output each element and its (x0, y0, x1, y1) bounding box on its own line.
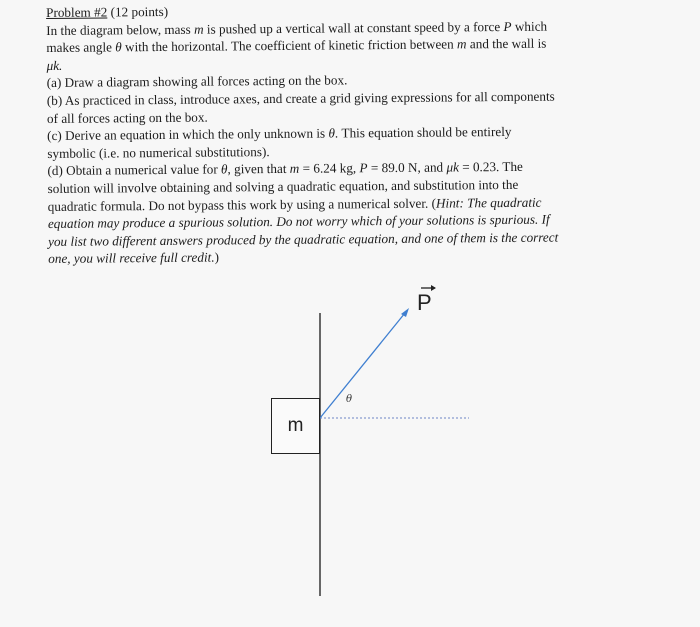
part-b-cont: of all forces acting on the box. (46, 109, 208, 126)
symbol-p-vector: P (503, 18, 512, 34)
problem-title: Problem #2 (46, 4, 108, 20)
mass-box: m (271, 398, 320, 454)
symbol-theta: θ (115, 39, 122, 55)
force-vector-line (320, 313, 405, 418)
part-c: (c) Derive an equation in which the only unknown is θ. This equation should be entirely (47, 124, 512, 144)
part-d-cont: quadratic formula. Do not bypass this work by using a numerical solver. (Hint: The quadratic (47, 194, 542, 214)
part-d-hint: one, you will receive full credit.) (48, 249, 220, 267)
symbol-m: m (194, 21, 204, 37)
part-d: (d) Obtain a numerical value for θ, given that m = 6.24 kg, P = 89.0 N, and μk = 0.23. The (47, 159, 523, 179)
part-d-hint: you list two different answers produced by the quadratic equation, and one of them is the correct (48, 229, 559, 249)
part-c-cont: symbolic (i.e. no numerical substitutions). (47, 143, 270, 161)
problem-points: (12 points) (107, 3, 169, 20)
part-b: (b) As practiced in class, introduce axes, and create a grid giving expressions for all components (46, 88, 555, 108)
symbol-m: m (456, 36, 467, 52)
part-d-cont: solution will involve obtaining and solving a quadratic equation, and substitution into the (47, 176, 519, 196)
force-label: P (417, 290, 432, 315)
part-a: (a) Draw a diagram showing all forces acting on the box. (46, 72, 348, 91)
text-line: makes angle θ with the horizontal. The coefficient of kinetic friction between m and the wall is (46, 35, 547, 56)
text-line: In the diagram below, mass m is pushed up a vertical wall at constant speed by a force P which (46, 18, 548, 38)
text-line-mu-k: μk. (46, 57, 63, 73)
part-d-hint: equation may produce a spurious solution. Do not worry which of your solutions is spurious. If (47, 211, 550, 232)
angle-label: θ (346, 394, 353, 405)
